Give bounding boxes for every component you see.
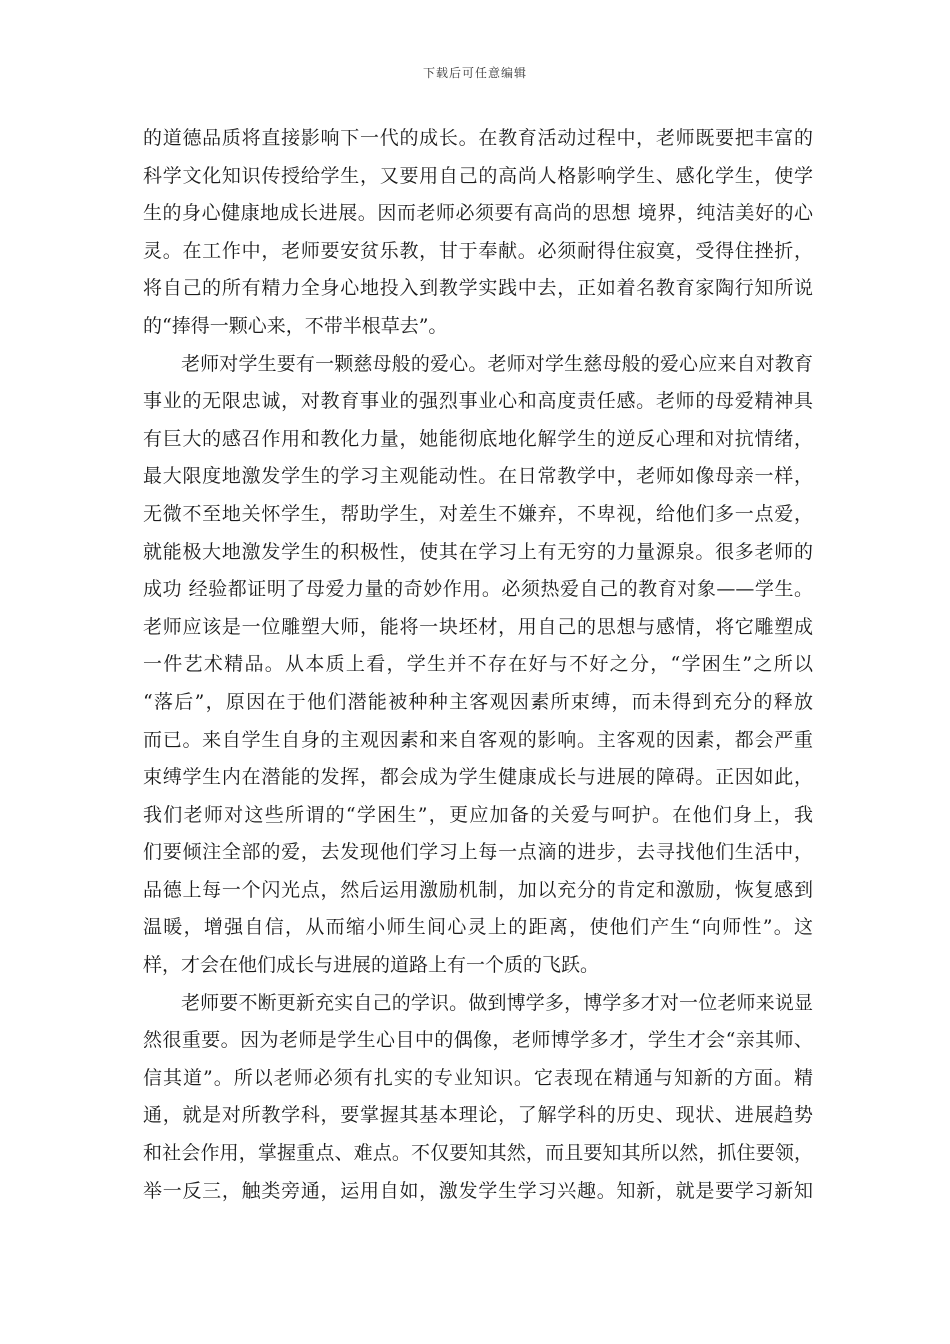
text-line: 老师应该是一位雕塑大师，能将一块坯材，用自己的思想与感情，将它雕塑成 — [143, 615, 813, 638]
text-line: 科学文化知识传授给学生，又要用自己的高尚人格影响学生、感化学生，使学 — [143, 164, 813, 187]
text-line: 无微不至地关怀学生，帮助学生，对差生不嫌弃，不卑视，给他们多一点爱， — [143, 502, 813, 525]
text-line: 老师对学生要有一颗慈母般的爱心。老师对学生慈母般的爱心应来自对教育 — [181, 352, 813, 375]
text-line: 我们老师对这些所谓的“学困生”，更应加备的关爱与呵护。在他们身上，我 — [143, 803, 813, 826]
text-line: 灵。在工作中，老师要安贫乐教，甘于奉献。必须耐得住寂寞，受得住挫折， — [143, 239, 813, 262]
text-line: 样，才会在他们成长与进展的道路上有一个质的飞跃。 — [143, 954, 600, 977]
document-body — [143, 120, 813, 1210]
text-line: 然很重要。因为老师是学生心目中的偶像，老师博学多才，学生才会“亲其师、 — [143, 1029, 813, 1052]
text-line: 举一反三，触类旁通，运用自如，激发学生学习兴趣。知新，就是要学习新知 — [143, 1179, 813, 1202]
text-line: 事业的无限忠诚，对教育事业的强烈事业心和高度责任感。老师的母爱精神具 — [143, 390, 813, 413]
text-line: 成功 经验都证明了母爱力量的奇妙作用。必须热爱自己的教育对象——学生。 — [143, 578, 813, 601]
text-line: 的“捧得一颗心来，不带半根草去”。 — [143, 314, 448, 337]
text-line: 的道德品质将直接影响下一代的成长。在教育活动过程中，老师既要把丰富的 — [143, 127, 813, 149]
text-line: 品德上每一个闪光点，然后运用激励机制，加以充分的肯定和激励，恢复感到 — [143, 878, 813, 901]
text-line: 信其道”。所以老师必须有扎实的专业知识。它表现在精通与知新的方面。精 — [143, 1066, 813, 1089]
text-line: “落后”，原因在于他们潜能被种种主客观因素所束缚，而未得到充分的释放 — [143, 690, 813, 713]
text-line: 通，就是对所教学科，要掌握其基本理论，了解学科的历史、现状、进展趋势 — [143, 1104, 813, 1127]
text-line: 们要倾注全部的爱，去发现他们学习上每一点滴的进步，去寻找他们生活中， — [143, 841, 813, 864]
text-line: 就能极大地激发学生的积极性，使其在学习上有无穷的力量源泉。很多老师的 — [143, 540, 813, 563]
text-line: 生的身心健康地成长进展。因而老师必须要有高尚的思想 境界，纯洁美好的心 — [143, 202, 813, 225]
text-line: 最大限度地激发学生的学习主观能动性。在日常教学中，老师如像母亲一样， — [143, 465, 813, 488]
text-line: 一件艺术精品。从本质上看，学生并不存在好与不好之分，“学困生”之所以 — [143, 653, 813, 676]
text-line: 束缚学生内在潜能的发挥，都会成为学生健康成长与进展的障碍。正因如此， — [143, 766, 813, 789]
text-line: 将自己的所有精力全身心地投入到教学实践中去，正如着名教育家陶行知所说 — [143, 277, 813, 300]
text-line: 温暖，增强自信，从而缩小师生间心灵上的距离，使他们产生“向师性”。这 — [143, 916, 813, 939]
page-header: 下载后可任意编辑 — [422, 66, 527, 80]
text-line: 而已。来自学生自身的主观因素和来自客观的影响。主客观的因素，都会严重 — [143, 728, 813, 751]
text-line: 老师要不断更新充实自己的学识。做到博学多，博学多才对一位老师来说显 — [181, 991, 813, 1014]
text-line: 有巨大的感召作用和教化力量，她能彻底地化解学生的逆反心理和对抗情绪， — [143, 427, 813, 450]
text-line: 和社会作用，掌握重点、难点。不仅要知其然，而且要知其所以然，抓住要领， — [143, 1142, 813, 1165]
